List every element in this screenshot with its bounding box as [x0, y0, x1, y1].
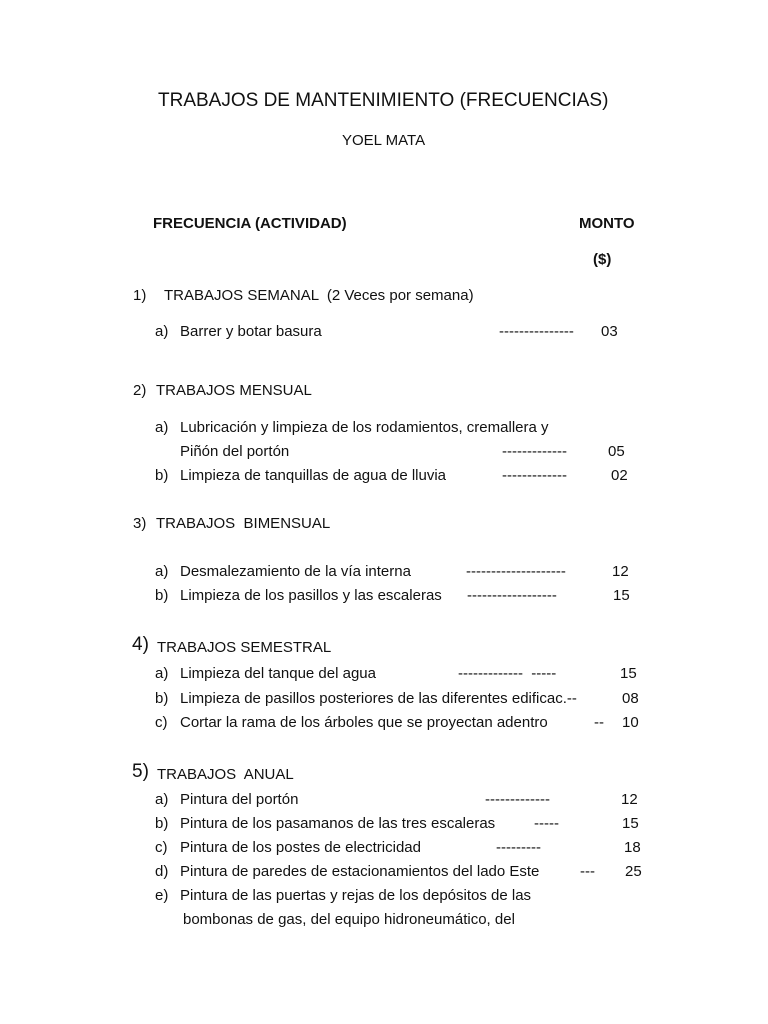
item-letter: e) [155, 887, 169, 904]
section-3-number: 3) [133, 515, 147, 532]
item-amount: 15 [613, 587, 630, 604]
item-text: Limpieza del tanque del agua [180, 665, 376, 682]
section-4-title: TRABAJOS SEMESTRAL [157, 639, 332, 656]
item-text-cont: Piñón del portón [180, 443, 290, 460]
item-dashes: --------- [496, 839, 541, 856]
item-amount: 18 [624, 839, 641, 856]
item-letter: a) [155, 791, 169, 808]
item-text: Cortar la rama de los árboles que se proyectan adentro [180, 714, 548, 731]
item-amount: 05 [608, 443, 625, 460]
item-text: Pintura de las puertas y rejas de los depósitos de las [180, 887, 532, 904]
item-dashes: --- [580, 863, 595, 880]
item-dashes: ------------------ [467, 587, 557, 604]
item-text: Pintura de los pasamanos de las tres escaleras [180, 815, 496, 832]
item-dashes: ----- [534, 815, 559, 832]
item-text: Barrer y botar basura [180, 323, 322, 340]
item-letter: b) [155, 815, 169, 832]
item-letter: a) [155, 419, 169, 436]
document-author: YOEL MATA [342, 132, 426, 149]
section-5-title: TRABAJOS ANUAL [157, 766, 294, 783]
section-2-title: TRABAJOS MENSUAL [156, 382, 312, 399]
item-letter: b) [155, 467, 169, 484]
item-amount: 12 [612, 563, 629, 580]
item-letter: a) [155, 665, 169, 682]
item-dashes: -------------------- [466, 563, 566, 580]
item-text: Desmalezamiento de la vía interna [180, 563, 411, 580]
document-title: TRABAJOS DE MANTENIMIENTO (FRECUENCIAS) [158, 90, 609, 111]
item-letter: d) [155, 863, 169, 880]
item-amount: 15 [622, 815, 639, 832]
item-amount: 15 [620, 665, 637, 682]
item-letter: c) [155, 839, 168, 856]
item-dashes: --------------- [499, 323, 574, 340]
section-3-title: TRABAJOS BIMENSUAL [156, 515, 331, 532]
header-amount: MONTO [579, 215, 635, 232]
item-dashes: ------------- [502, 467, 567, 484]
item-amount: 12 [621, 791, 638, 808]
item-dashes: ------------- [485, 791, 550, 808]
item-amount: 08 [622, 690, 639, 707]
section-2-number: 2) [133, 382, 147, 399]
item-letter: c) [155, 714, 168, 731]
item-text-cont: bombonas de gas, del equipo hidroneumático, del [183, 911, 515, 928]
item-text: Pintura de los postes de electricidad [180, 839, 421, 856]
section-1-number: 1) [133, 287, 147, 304]
section-5-number: 5) [132, 761, 149, 782]
item-amount: 10 [622, 714, 639, 731]
item-dashes: -- [594, 714, 604, 731]
item-text: Limpieza de tanquillas de agua de lluvia [180, 467, 447, 484]
item-dashes: ------------- ----- [458, 665, 557, 682]
item-text: Pintura del portón [180, 791, 299, 808]
section-1-title: TRABAJOS SEMANAL (2 Veces por semana) [164, 287, 474, 304]
item-letter: b) [155, 690, 169, 707]
item-amount: 03 [601, 323, 618, 340]
item-letter: a) [155, 563, 169, 580]
item-letter: a) [155, 323, 169, 340]
item-text: Lubricación y limpieza de los rodamientos, cremallera y [180, 419, 549, 436]
item-amount: 02 [611, 467, 628, 484]
section-4-number: 4) [132, 634, 149, 655]
item-dashes: ------------- [502, 443, 567, 460]
item-amount: 25 [625, 863, 642, 880]
header-activity: FRECUENCIA (ACTIVIDAD) [153, 215, 347, 232]
item-text: Limpieza de pasillos posteriores de las diferentes edificac.-- [180, 690, 577, 707]
item-text: Limpieza de los pasillos y las escaleras [180, 587, 442, 604]
item-letter: b) [155, 587, 169, 604]
header-amount-unit: ($) [593, 251, 612, 268]
item-text: Pintura de paredes de estacionamientos del lado Este [180, 863, 540, 880]
